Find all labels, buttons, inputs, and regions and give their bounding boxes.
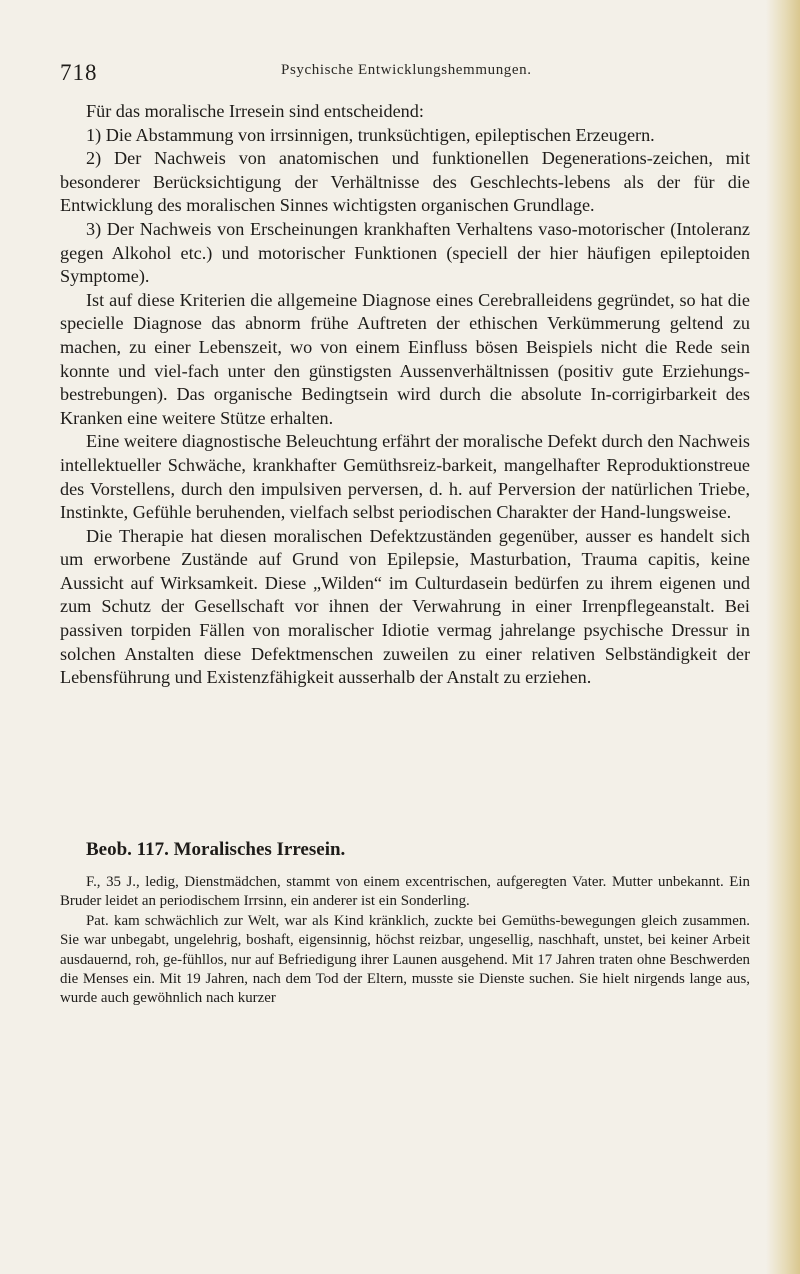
- paragraph-diagnostic-illumination: Eine weitere diagnostische Beleuchtung erfährt der moralische Defekt durch den Nachweis intellektueller Schwäche, krankhafter Gemüthsreiz-barkeit, mangelhafter Reproduktionstreue des Vorstellens, durch den impulsiven perversen, d. h. auf Perversion der natürlichen Triebe, Instinkte, Gefühle beruhenden, vielfach selbst periodischen Charakter der Hand-lungsweise.: [60, 431, 750, 523]
- criterion-2: 2) Der Nachweis von anatomischen und funktionellen Degenerations-zeichen, mit besonderer Berücksichtigung der Verhältnisse des Geschlechts-lebens als der für die Entwicklung des moralischen Sinnes wichtigsten organischen Grundlage.: [60, 148, 750, 216]
- criterion-1: 1) Die Abstammung von irrsinnigen, trunksüchtigen, epileptischen Erzeugern.: [86, 124, 655, 145]
- paragraph-therapy: Die Therapie hat diesen moralischen Defektzuständen gegenüber, ausser es handelt sich um erworbene Zustände auf Grund von Epilepsie, Masturbation, Trauma capitis, keine Aussicht auf Wirksamkeit. Diese „Wilden“ im Culturdasein bedürfen zu ihrem eigenen und zum Schutz der Gesellschaft vor ihnen der Verwahrung in einer Irrenpflegeanstalt. Bei passiven torpiden Fällen von moralischer Idiotie vermag jahrelange psychische Dressur in solchen Anstalten diese Defektmenschen zuweilen zu einer relativen Selbständigkeit der Lebensführung und Existenzfähigkeit ausserhalb der Anstalt zu erziehen.: [60, 525, 750, 688]
- main-text: [60, 100, 750, 690]
- case-number: Beob. 117.: [86, 839, 169, 860]
- page-number: 718: [60, 60, 98, 85]
- case-report: [60, 873, 750, 1009]
- case-title: Moralisches Irresein.: [173, 839, 346, 860]
- case-paragraph-history: Pat. kam schwächlich zur Welt, war als Kind kränklich, zuckte bei Gemüths-bewegungen gleich zusammen. Sie war unbegabt, ungelehrig, boshaft, eigensinnig, höchst reizbar, ungesellig, naschhaft, unstet, bei keiner Arbeit ausdauernd, roh, ge-fühllos, nur auf Befriedigung ihrer Launen ausgehend. Mit 17 Jahren traten ohne Beschwerden die Menses ein. Mit 19 Jahren, nach dem Tod der Eltern, musste sie Dienste suchen. Sie hielt nirgends lange aus, wurde auch gewöhnlich nach kurzer: [60, 912, 750, 1007]
- paragraph-diagnosis: Ist auf diese Kriterien die allgemeine Diagnose eines Cerebralleidens gegründet, so hat die specielle Diagnose das abnorm frühe Auftreten der ethischen Verkümmerung geltend zu machen, zu einer Lebenszeit, wo von einem Einfluss bösen Beispiels nicht die Rede sein konnte und viel-fach unter den günstigsten Aussenverhältnissen (positiv gute Erziehungs-bestrebungen). Das organische Bedingtsein wird durch die absolute In-corrigirbarkeit des Kranken eine weitere Stütze erhalten.: [60, 289, 750, 428]
- paragraph-intro: Für das moralische Irresein sind entscheidend:: [86, 101, 424, 121]
- page-edge-shadow: [766, 0, 800, 1274]
- case-paragraph-anamnesis: F., 35 J., ledig, Dienstmädchen, stammt von einem excentrischen, aufgeregten Vater. Mutter unbekannt. Ein Bruder leidet an periodischem Irrsinn, ein anderer ist ein Sonderling.: [60, 874, 750, 910]
- running-title: Psychische Entwicklungshemmungen.: [281, 62, 532, 78]
- page-header: [0, 60, 800, 86]
- criterion-3: 3) Der Nachweis von Erscheinungen krankhaften Verhaltens vaso-motorischer (Intoleranz gegen Alkohol etc.) und motorischer Funktionen (speciell der hier häufigen epileptoiden Symptome).: [60, 218, 750, 287]
- case-heading: [60, 838, 750, 862]
